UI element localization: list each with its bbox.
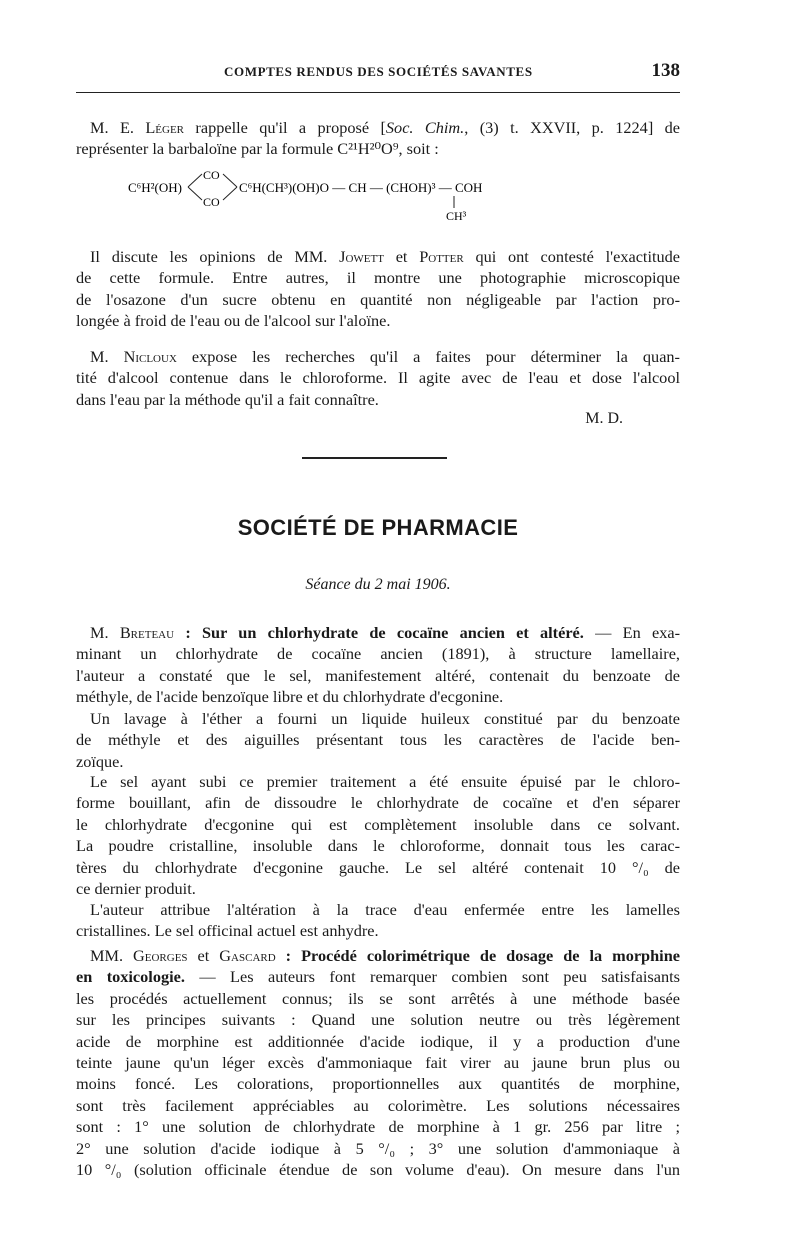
co-top: CO <box>203 168 220 182</box>
text-line: tères du chlorhydrate d'ecgonine gauche. Le sel altéré contenait 10 °/₀ de <box>76 857 680 877</box>
section-title: SOCIÉTÉ DE PHARMACIE <box>237 515 519 540</box>
text-line: 2° une solution d'acide iodique à 5 °/₀ ; 3° une solution d'ammoniaque à <box>76 1138 680 1158</box>
text-line: représenter la barbaloïne par la formule C²¹H²⁰O⁹, soit : <box>76 139 439 159</box>
text-line: minant un chlorhydrate de cocaïne ancien (1891), à structure lamellaire, <box>76 644 680 664</box>
text-line: teinte jaune qu'un léger excès d'ammoniaque fait virer au jaune brun plus ou <box>76 1053 680 1073</box>
bond-down-left <box>188 187 202 200</box>
text-line: M. Nicloux expose les recherches qu'il a faites pour déterminer la quan- <box>90 347 680 366</box>
bond-down-right <box>223 187 237 200</box>
running-title: COMPTES RENDUS DES SOCIÉTÉS SAVANTES <box>224 64 533 79</box>
page-number: 138 <box>651 60 680 81</box>
text-line: méthyle, de l'acide benzoïque libre et du chlorhydrate d'ecgonine. <box>76 687 504 707</box>
paragraph-nicloux <box>76 346 680 410</box>
section-separator <box>302 457 447 459</box>
chemical-formula <box>112 162 672 224</box>
bond-up-right <box>223 174 237 187</box>
text-line: sur les principes suivants : Quand une solution neutre ou très légèrement <box>76 1010 680 1030</box>
bond-up-left <box>188 174 202 187</box>
header-rule <box>76 92 680 93</box>
text-line: moins foncé. Les colorations, proportionnelles aux quantités de morphine, <box>76 1074 680 1094</box>
text-line: tité d'alcool contenue dans le chloroforme. Il agite avec de l'eau et dose l'alcool <box>76 368 680 388</box>
text-line: sont : 1° une solution de chlorhydrate de morphine à 1 gr. 256 par litre ; <box>76 1117 680 1137</box>
paragraph-breteau <box>76 622 680 708</box>
signature: M. D. <box>585 410 623 427</box>
text-line: longée à froid de l'eau ou de l'alcool sur l'aloïne. <box>76 311 391 331</box>
text-line: L'auteur attribue l'altération à la trace d'eau enfermée entre les lamelles <box>90 900 680 919</box>
text-line: dans l'eau par la méthode qu'il a fait connaître. <box>76 389 379 409</box>
formula-branch: CH³ <box>446 209 467 223</box>
paragraph-sel <box>76 771 680 899</box>
text-line: ce dernier produit. <box>76 879 196 899</box>
text-line: M. Breteau : Sur un chlorhydrate de cocaïne ancien et altéré. — En exa- <box>90 623 680 642</box>
text-line: M. E. Léger rappelle qu'il a proposé [Soc. Chim., (3) t. XXVII, p. 1224] de <box>90 118 681 137</box>
text-line: en toxicologie. — Les auteurs font remarquer combien sont peu satisfaisants <box>76 967 680 987</box>
paragraph-auteur <box>76 899 680 942</box>
text-line: Un lavage à l'éther a fourni un liquide huileux constitué par du benzoate <box>90 709 680 728</box>
paragraph-leger <box>76 117 680 160</box>
text-line: de cette formule. Entre autres, il montre une photographie microscopique <box>76 268 680 288</box>
text-line: l'auteur a constaté que le sel, manifestement altéré, contenait du benzoate de <box>76 665 680 685</box>
paragraph-discussion <box>76 246 680 332</box>
co-bottom: CO <box>203 195 220 209</box>
text-line: La poudre cristalline, insoluble dans le chloroforme, donnait tous les carac- <box>76 836 680 856</box>
text-line: forme bouillant, afin de dissoudre le chlorhydrate de cocaïne et d'en séparer <box>76 793 680 813</box>
paragraph-georges <box>76 945 680 1180</box>
formula-middle: C⁶H(CH³)(OH)O — CH — (CHOH)³ — COH <box>239 180 483 195</box>
text-line: zoïque. <box>76 751 124 771</box>
text-line: les procédés actuellement connus; ils se sont arrêtés à une méthode basée <box>76 988 680 1008</box>
text-line: cristallines. Le sel officinal actuel est anhydre. <box>76 921 379 941</box>
text-line: sont très facilement appréciables au colorimètre. Les solutions nécessaires <box>76 1095 680 1115</box>
text-line: 10 °/₀ (solution officinale étendue de son volume d'eau). On mesure dans l'un <box>76 1160 680 1180</box>
formula-left: C⁶H²(OH) <box>128 180 182 195</box>
text-line: MM. Georges et Gascard : Procédé colorimétrique de dosage de la morphine <box>90 946 680 965</box>
text-line: de méthyle et des aiguilles présentant tous les caractères de l'acide ben- <box>76 730 680 750</box>
text-line: acide de morphine est additionnée d'acide iodique, il y a production d'une <box>76 1031 680 1051</box>
author-name: Léger <box>145 118 185 137</box>
text-line: Le sel ayant subi ce premier traitement a été ensuite épuisé par le chloro- <box>90 772 680 791</box>
formula-bonds <box>112 162 672 224</box>
text-line: le chlorhydrate d'ecgonine qui est complètement insoluble dans ce solvant. <box>76 814 680 834</box>
text-line: de l'osazone d'un sucre obtenu en quantité non négligeable par l'action pro- <box>76 289 680 309</box>
paragraph-lavage <box>76 708 680 772</box>
journal-ref: Soc. Chim. <box>385 118 465 137</box>
text-line: Il discute les opinions de MM. Jowett et Potter qui ont contesté l'exactitude <box>90 247 681 266</box>
page-header <box>76 58 680 86</box>
seance-date: Séance du 2 mai 1906. <box>305 576 451 593</box>
